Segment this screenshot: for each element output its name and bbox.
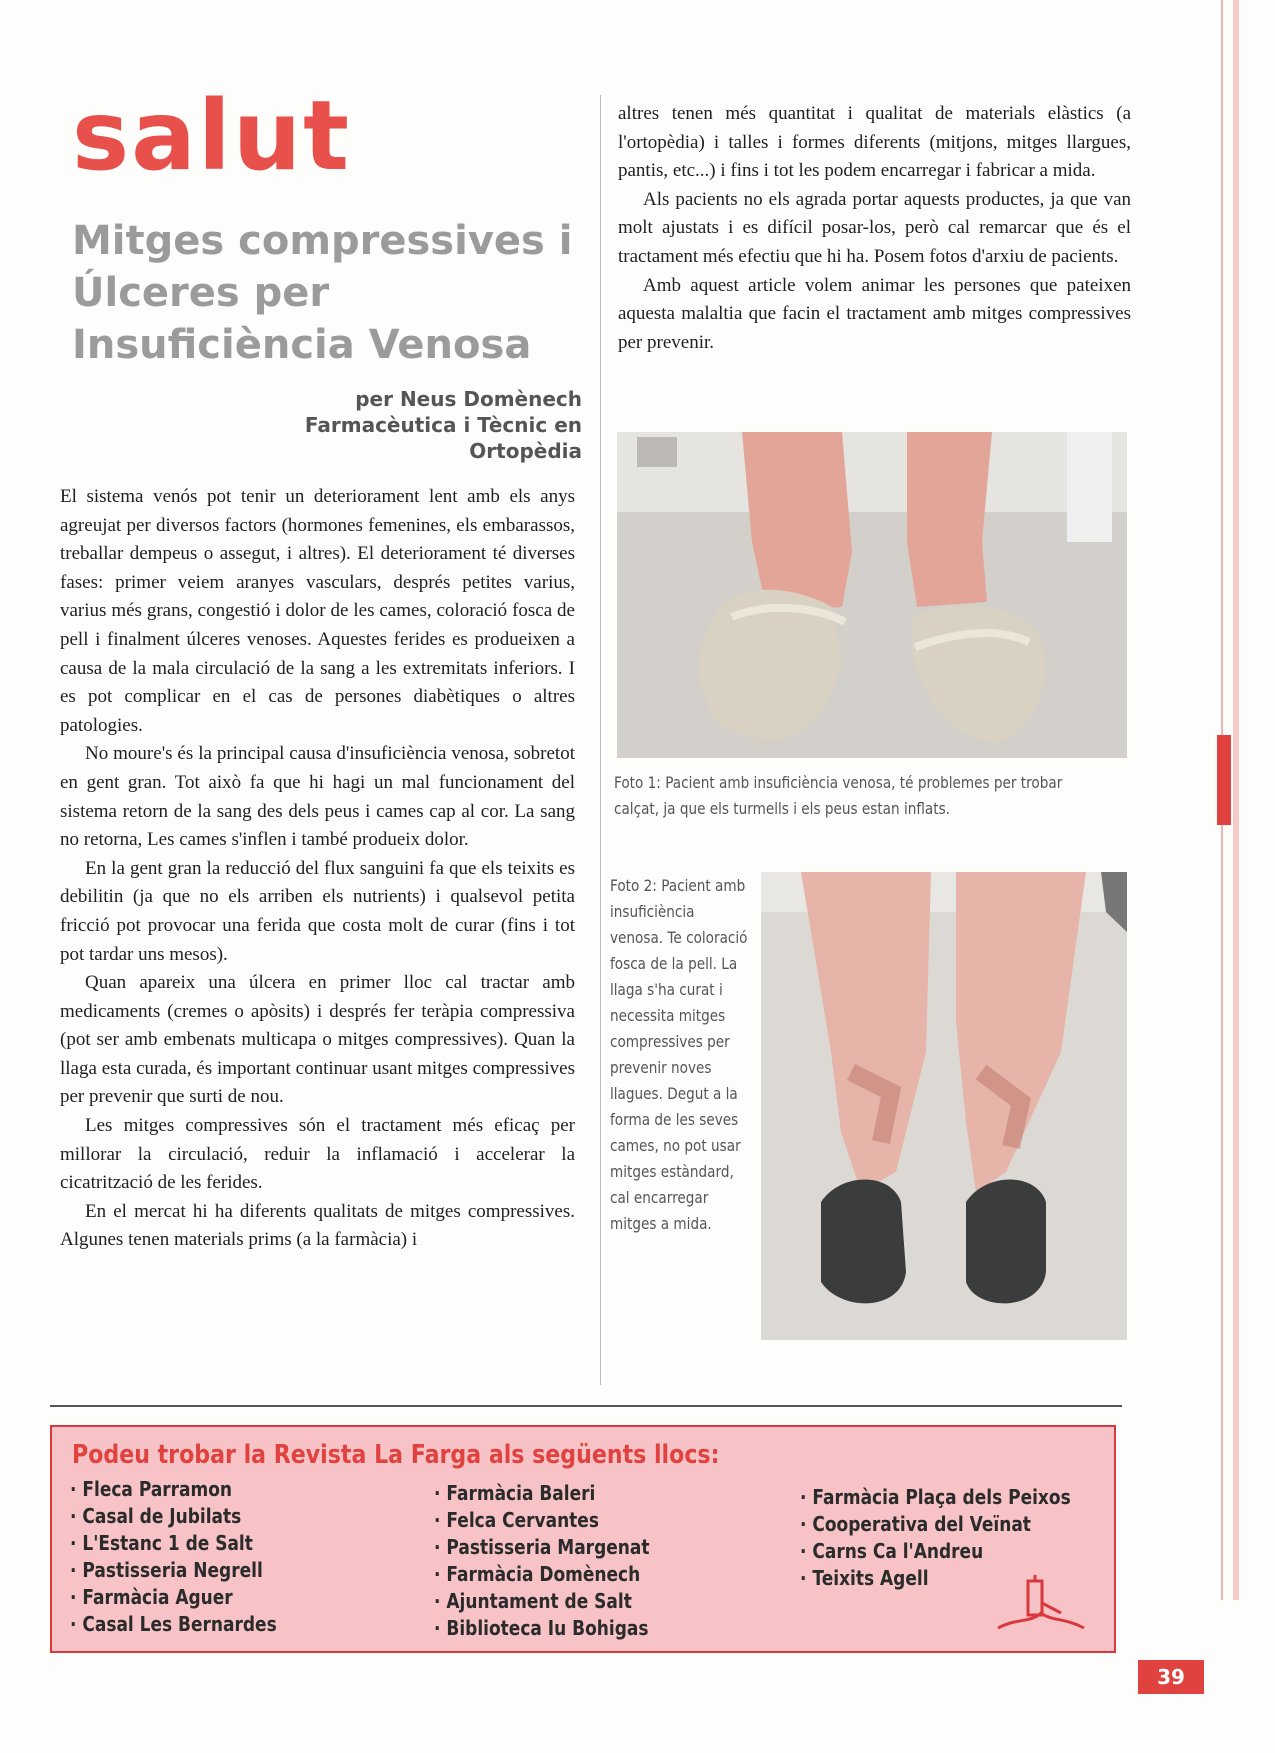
location-item: · Carns Ca l'Andreu bbox=[800, 1538, 1071, 1565]
location-item: · Pastisseria Margenat bbox=[434, 1534, 649, 1561]
right-column bbox=[618, 100, 1131, 357]
location-item: · L'Estanc 1 de Salt bbox=[70, 1530, 277, 1557]
location-item: · Casal Les Bernardes bbox=[70, 1611, 277, 1638]
paragraph: Quan apareix una úlcera en primer lloc cal tractar amb medicaments (cremes o apòsits) i després fer teràpia compressiva (pot ser amb embenats multicapa o mitges compressives). Quan la llaga esta curada, és important continuar usant mitges compressives per prevenir que surti de nou. bbox=[60, 972, 575, 1108]
location-item: · Cooperativa del Veïnat bbox=[800, 1511, 1071, 1538]
article-title: Mitges compressives i Úlceres per Insuficiència Venosa bbox=[72, 218, 573, 368]
page-number: 39 bbox=[1138, 1660, 1204, 1694]
paragraph: Als pacients no els agrada portar aquests productes, ja que van molt ajustats i es difícil posar-los, però cal remarcar que és el tractament més efectiu que hi ha. Posem fotos d'arxiu de pacients. bbox=[618, 188, 1131, 267]
la-farga-logo-icon bbox=[996, 1573, 1086, 1633]
locations-box bbox=[50, 1425, 1116, 1653]
photo-dark-skin-legs bbox=[761, 872, 1127, 1340]
location-item: · Farmàcia Baleri bbox=[434, 1480, 649, 1507]
section-rule bbox=[50, 1405, 1122, 1407]
paragraph: El sistema venós pot tenir un deteriorament lent amb els anys agreujat per diversos factors (hormones femenines, els embarassos, treballar dempeus o assegut, i altres). El deteriorament té diverses fases: primer veiem aranyes vasculars, després petites varius, varius més grans, congestió i dolor de les cames, coloració fosca de pell i finalment úlceres venoses. Aquestes ferides es produeixen a causa de la mala circulació de la sang a les extremitats inferiors. I es pot complicar en el cas de persones diabètiques o altres patologies. bbox=[60, 486, 575, 736]
paragraph: Les mitges compressives són el tractament més eficaç per millorar la circulació, reduir la inflamació i accelerar la cicatrització de les ferides. bbox=[60, 1115, 575, 1194]
page-edge-stripe bbox=[1233, 0, 1239, 1600]
locations-title: Podeu trobar la Revista La Farga als següents llocs: bbox=[72, 1440, 720, 1470]
paragraph: altres tenen més quantitat i qualitat de materials elàstics (a l'ortopèdia) i talles i formes diferents (mitjons, mitges llargues, pantis, etc...) i fins i tot les podem encarregar i fabricar a mida. bbox=[618, 103, 1131, 182]
byline bbox=[230, 386, 582, 464]
photo-swollen-ankles bbox=[617, 432, 1127, 758]
location-item: · Biblioteca Iu Bohigas bbox=[434, 1615, 649, 1642]
photo1-caption: Foto 1: Pacient amb insuficiència venosa, té problemes per trobar calçat, ja que els turmells i els peus estan inflats. bbox=[614, 773, 1063, 818]
left-column bbox=[60, 483, 575, 1255]
column-divider bbox=[600, 95, 601, 1385]
photo-dark-skin-legs-illustration bbox=[761, 872, 1127, 1340]
location-item: · Fleca Parramon bbox=[70, 1476, 277, 1503]
author-role: Farmacèutica i Tècnic en Ortopèdia bbox=[304, 413, 582, 463]
location-item: · Casal de Jubilats bbox=[70, 1503, 277, 1530]
author-name: per Neus Domènech bbox=[355, 387, 582, 411]
paragraph: En el mercat hi ha diferents qualitats de mitges compressives. Algunes tenen materials prims (a la farmàcia) i bbox=[60, 1200, 575, 1251]
section-heading: salut bbox=[72, 80, 352, 192]
location-item: · Teixits Agell bbox=[800, 1565, 1071, 1592]
locations-list-1 bbox=[70, 1476, 277, 1638]
locations-list-2 bbox=[434, 1480, 649, 1642]
section-tab bbox=[1217, 735, 1231, 825]
paragraph: No moure's és la principal causa d'insuficiència venosa, sobretot en gent gran. Tot això fa que hi hagi un mal funcionament del sistema retorn de la sang des dels peus i cames cap al cor. La sang no retorna, Les cames s'inflen i també produeix dolor. bbox=[60, 743, 575, 851]
location-item: · Farmàcia Plaça dels Peixos bbox=[800, 1484, 1071, 1511]
location-item: · Felca Cervantes bbox=[434, 1507, 649, 1534]
photo-swollen-ankles-illustration bbox=[617, 432, 1127, 758]
paragraph: Amb aquest article volem animar les persones que pateixen aquesta malaltia que facin el tractament amb mitges compressives per prevenir. bbox=[618, 274, 1131, 353]
photo2-caption: Foto 2: Pacient amb insuficiència venosa. Te coloració fosca de la pell. La llaga s'ha curat i necessita mitges compressives per prevenir noves llagues. Degut a la forma de les seves cames, no pot usar mitges estàndard, cal encarregar mitges a mida. bbox=[610, 876, 748, 1233]
paragraph: En la gent gran la reducció del flux sanguini fa que els teixits es debilitin (ja que no els arriben els nutrients) i qualsevol petita fricció pot provocar una ferida que costa molt de curar (fins i tot pot tardar uns mesos). bbox=[60, 857, 575, 965]
location-item: · Pastisseria Negrell bbox=[70, 1557, 277, 1584]
location-item: · Ajuntament de Salt bbox=[434, 1588, 649, 1615]
location-item: · Farmàcia Domènech bbox=[434, 1561, 649, 1588]
location-item: · Farmàcia Aguer bbox=[70, 1584, 277, 1611]
